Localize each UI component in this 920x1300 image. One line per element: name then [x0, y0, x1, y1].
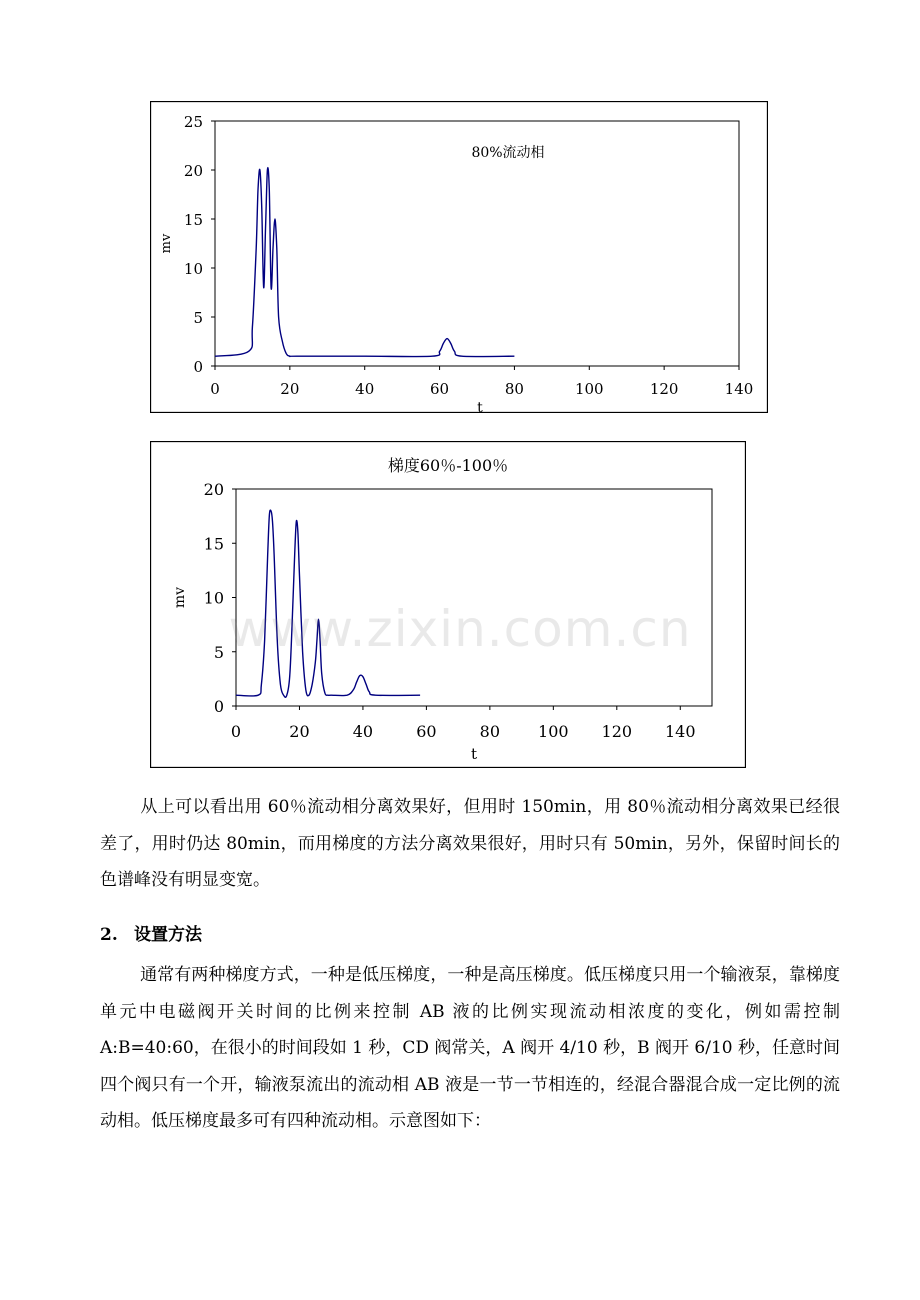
chart1-xtick-label: 100	[574, 380, 604, 398]
chart1-ytick-label: 5	[193, 309, 203, 327]
paragraph-result-text: 从上可以看出用 60％流动相分离效果好，但用时 150min，用 80％流动相分离效果已经很差了，用时仍达 80min，而用梯度的方法分离效果很好，用时只有 50min，另外，保留时间长的色谱峰没有明显变宽。	[100, 797, 840, 890]
chart2-xtick-label: 0	[230, 722, 242, 741]
chart1-ytick-label: 15	[183, 211, 203, 229]
chart2-ytick-label: 5	[213, 642, 224, 662]
chart1-ytick-label: 25	[183, 113, 203, 131]
chart2-xlabel: t	[470, 745, 478, 763]
chart2-xtick-label: 40	[352, 722, 374, 741]
chart2-ytick-label: 20	[203, 480, 224, 499]
chart2-ytick-label: 0	[213, 697, 224, 716]
chart-80-percent	[150, 101, 768, 413]
section-title: 设置方法	[134, 925, 202, 945]
chart2-title: 梯度60％-100％	[387, 456, 509, 475]
chart1-xtick-label: 0	[210, 380, 220, 398]
chart2-outer-frame	[151, 442, 746, 768]
chart1-xlabel: t	[477, 400, 483, 413]
paragraph-method-text: 通常有两种梯度方式，一种是低压梯度，一种是高压梯度。低压梯度只用一个输液泵，靠梯度单元中电磁阀开关时间的比例来控制 AB 液的比例实现流动相浓度的变化，例如需控制 A:B=40:60，在很小的时间段如 1 秒，CD 阀常关，A 阀开 4/10 秒，B 阀开 6/10 秒，任意时间四个阀只有一个开，输液泵流出的流动相 AB 液是一节一节相连的，经混合器混合成一定比例的流动相。低压梯度最多可有四种流动相。示意图如下：	[100, 965, 840, 1131]
chart1-xtick-label: 140	[724, 380, 754, 398]
chart1-ylabel: mv	[159, 233, 174, 254]
chart2-xtick-label: 140	[664, 722, 696, 741]
chart1-ytick-label: 20	[183, 162, 203, 180]
chart1-xtick-label: 20	[280, 380, 300, 398]
chart-80-percent-svg	[150, 101, 768, 413]
chart-gradient-svg	[150, 441, 746, 768]
chart1-ytick-label: 10	[183, 260, 203, 278]
chart2-ylabel: mv	[172, 586, 188, 609]
chart2-xtick-label: 20	[289, 722, 310, 741]
paragraph-method	[100, 957, 840, 1140]
chart2-ytick-label: 15	[203, 534, 224, 554]
section-heading	[100, 920, 202, 945]
chart2-ytick-label: 10	[203, 588, 224, 608]
chart1-xtick-label: 120	[649, 380, 679, 398]
chart1-xtick-label: 60	[430, 380, 450, 398]
chart1-ytick-label: 0	[193, 358, 203, 376]
section-number: 2.	[100, 925, 118, 945]
paragraph-result	[100, 789, 840, 899]
chart2-xtick-label: 60	[416, 722, 437, 741]
chart2-xtick-label: 100	[538, 722, 569, 741]
chart1-annotation: 80%流动相	[471, 145, 545, 161]
chart2-xtick-label: 120	[601, 722, 633, 741]
chart2-xtick-label: 80	[479, 722, 501, 741]
chart-gradient	[150, 441, 746, 768]
chart1-xtick-label: 40	[355, 380, 375, 398]
chart1-xtick-label: 80	[504, 380, 524, 398]
